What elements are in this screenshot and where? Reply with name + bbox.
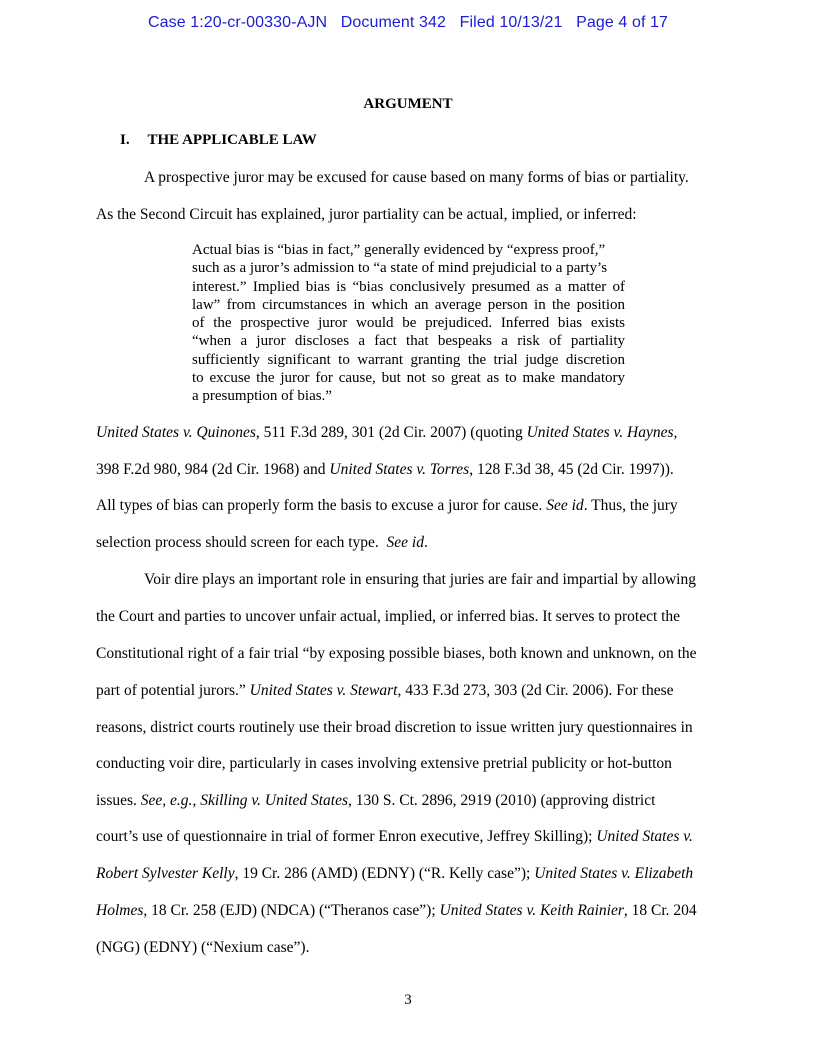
see-signal: See id [546,497,584,514]
quote-line: Actual bias is “bias in fact,” generally evidenced by “express proof,” [192,242,606,258]
paragraph-line [96,902,720,920]
citation-line [96,534,720,552]
section-heading [120,132,317,149]
paragraph-line: conducting voir dire, particularly in cases involving extensive pretrial publicity or hot-button [96,755,672,772]
paragraph-line: Voir dire plays an important role in ensuring that juries are fair and impartial by allowing [144,571,696,588]
quote-line: such as a juror’s admission to “a state of mind prejudicial to a party’s [192,260,608,277]
quote-line: of the prospective juror would be prejudiced. Inferred bias exists [192,315,625,332]
quote-line: law” from circumstances in which an average person in the position [192,296,625,313]
argument-heading: ARGUMENT [363,96,453,112]
case-name: United States v. Elizabeth [534,865,694,882]
quote-line: to excuse the juror for cause, but not so great as to make mandatory [192,370,625,387]
paragraph-text: , 433 F.3d 273, 303 (2d Cir. 2006). For these [397,682,674,699]
paragraph-line [96,865,720,883]
citation-text: , 128 F.3d 38, 45 (2d Cir. 1997)). [469,461,674,478]
case-name: Holmes [96,902,144,919]
paragraph-text: issues. [96,792,141,809]
case-name: United States v. [596,828,693,845]
quote-line: interest.” Implied bias is “bias conclusively presumed as a matter of [192,278,625,295]
paragraph-text: , 18 Cr. 258 (EJD) (NDCA) (“Theranos case”); [143,902,440,919]
paragraph-line: the Court and parties to uncover unfair actual, implied, or inferred bias. It serves to protect the [96,608,681,625]
case-name: Skilling v. United States [200,792,348,809]
case-name: United States v. Keith Rainier [439,902,624,919]
citation-text: All types of bias can properly form the basis to excuse a juror for cause. [96,497,547,514]
case-name: United States v. Haynes [526,424,674,441]
paragraph-line: As the Second Circuit has explained, juror partiality can be actual, implied, or inferred: [96,206,637,223]
citation-text: , [673,424,678,441]
paragraph-text: , 130 S. Ct. 2896, 2919 (2010) (approving district [347,792,656,809]
citation-text: . [423,534,428,551]
section-number: I. [120,132,130,148]
paragraph-line: A prospective juror may be excused for cause based on many forms of bias or partiality. [144,169,689,186]
block-quote [192,241,625,406]
quote-line: a presumption of bias.” [192,388,332,405]
paragraph-line: Constitutional right of a fair trial “by exposing possible biases, both known and unknown, on the [96,645,697,662]
citation-line [96,497,720,515]
paragraph-text: , 18 Cr. 204 [623,902,697,919]
case-header: Case 1:20-cr-00330-AJN Document 342 Filed 10/13/21 Page 4 of 17 [147,14,669,31]
citation-text: , 511 F.3d 289, 301 (2d Cir. 2007) (quoting [255,424,527,441]
page-number: 3 [404,992,412,1008]
paragraph-line: (NGG) (EDNY) (“Nexium case”). [96,939,310,956]
case-name: United States v. Torres [329,461,470,478]
paragraph-line [96,828,720,846]
quote-line: “when a juror discloses a fact that bespeaks a risk of partiality [192,333,625,350]
paragraph-line [96,792,720,810]
paragraph-text: , 19 Cr. 286 (AMD) (EDNY) (“R. Kelly case”); [234,865,535,882]
paragraph-text: part of potential jurors.” [96,682,250,699]
see-signal: See id [386,534,424,551]
citation-text: selection process should screen for each type. [96,534,387,551]
case-name: Robert Sylvester Kelly [96,865,235,882]
paragraph-line: reasons, district courts routinely use their broad discretion to issue written jury questionnaires in [96,719,693,736]
case-name: United States v. Stewart [249,682,398,699]
citation-line [96,424,720,442]
quote-line: sufficiently significant to warrant granting the trial judge discretion [192,351,625,368]
citation-line [96,461,720,479]
citation-text: 398 F.2d 980, 984 (2d Cir. 1968) and [96,461,330,478]
section-title: THE APPLICABLE LAW [147,132,317,148]
see-signal: See, e.g. [140,792,193,809]
paragraph-line [96,682,720,700]
paragraph-text: , [192,792,201,809]
paragraph-text: court’s use of questionnaire in trial of former Enron executive, Jeffrey Skilling); [96,828,597,845]
case-name: United States v. Quinones [96,424,256,441]
citation-text: . Thus, the jury [583,497,678,514]
